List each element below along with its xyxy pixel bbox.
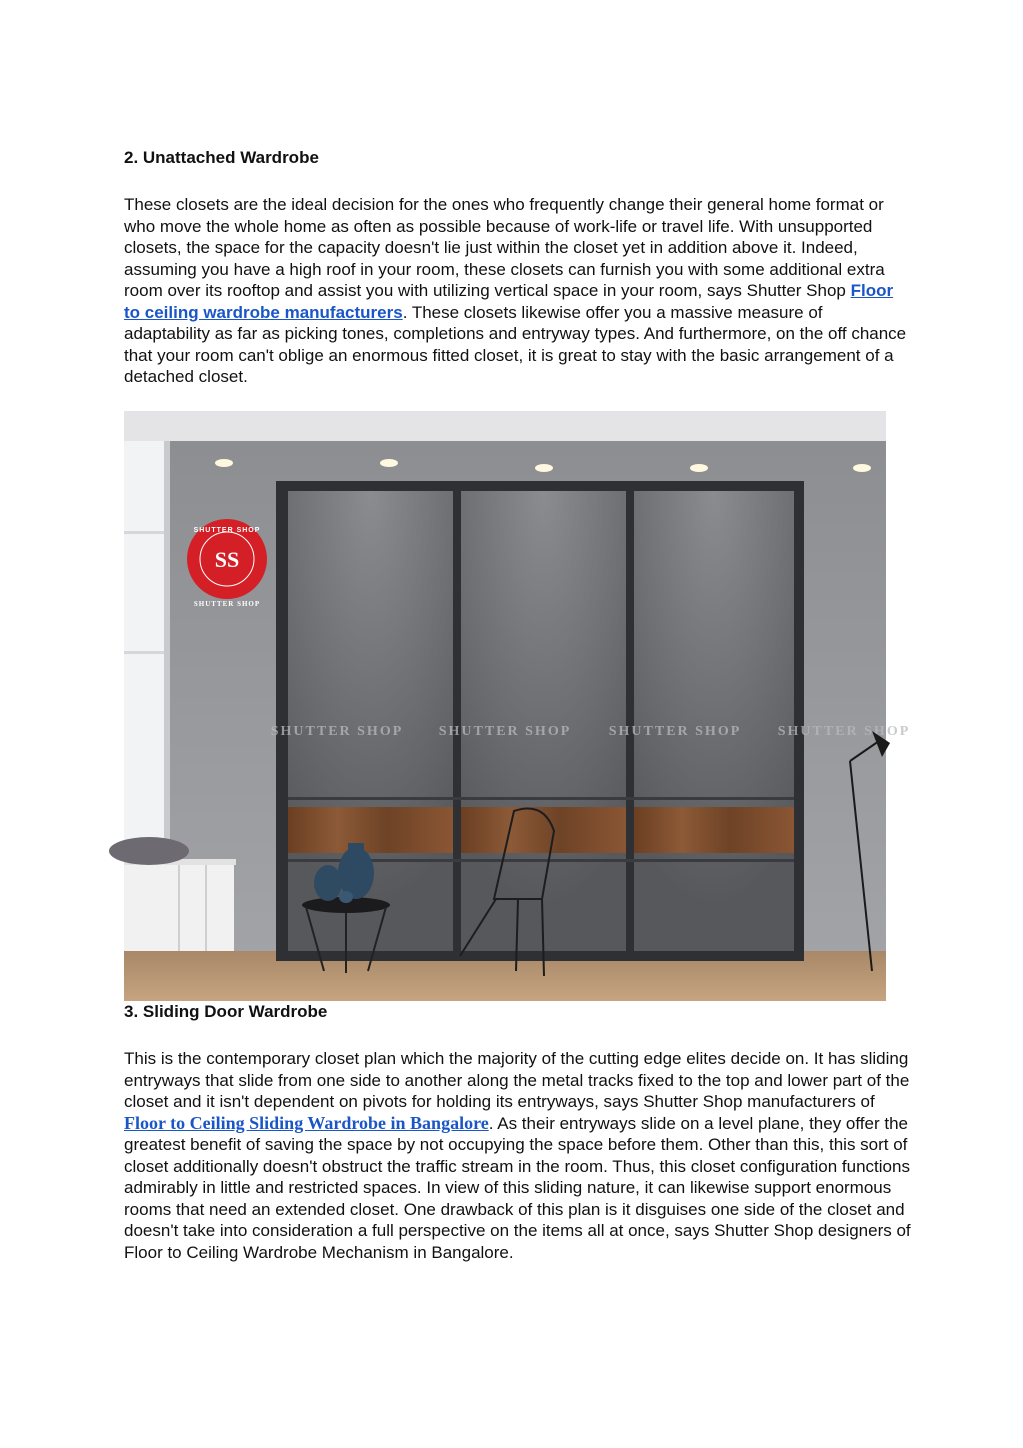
floor-to-ceiling-wardrobe-manufacturers-link[interactable]: Floor to ceiling wardrobe manufacturers bbox=[124, 281, 894, 322]
section-3-text-before: This is the contemporary closet plan which the majority of the cutting edge elites decide on. It has sliding entryways that slide from one side to another along the metal tracks fixed to the top and lower part of the closet and it isn't dependent on pivots for holding its entryways, says Shutter Shop manufacturers of bbox=[124, 1049, 910, 1111]
vase-tall bbox=[338, 847, 374, 899]
wood-strip-left bbox=[288, 807, 453, 853]
ceiling bbox=[124, 411, 886, 441]
section-3-paragraph bbox=[124, 1048, 914, 1263]
wardrobe-photo bbox=[124, 411, 911, 1001]
logo-caption: SHUTTER SHOP bbox=[193, 600, 261, 608]
cushion bbox=[109, 837, 189, 865]
watermark-text: SHUTTER SHOP bbox=[608, 724, 742, 739]
watermark-text: SHUTTER SHOP bbox=[270, 724, 404, 739]
logo-monogram: SS bbox=[214, 547, 240, 572]
section-3-heading: 3. Sliding Door Wardrobe bbox=[124, 1002, 328, 1021]
vase-short bbox=[314, 865, 342, 901]
wardrobe-door-middle bbox=[461, 491, 626, 951]
watermark-text: SHUTTER SHOP bbox=[777, 724, 911, 739]
section-3-text-after: . As their entryways slide on a level plane, they offer the greatest benefit of saving the space by not occupying the space before them. Other than this, this sort of closet additionally doesn't obstruct the traffic stream in the room. Thus, this closet configuration functions admirably in little and restricted spaces. In view of this sliding nature, it can likewise support enormous rooms that need an extended closet. One drawback of this plan is it disguises one side of the closet and doesn't take into consideration a full perspective on the items all at once, says Shutter Shop designers of Floor to Ceiling Wardrobe Mechanism in Bangalore. bbox=[124, 1113, 911, 1262]
wood-strip-right bbox=[634, 807, 794, 853]
section-2-paragraph bbox=[124, 194, 909, 388]
section-2-text-before: These closets are the ideal decision for the ones who frequently change their general home format or who move the whole home as often as possible because of work-life or travel life. With unsupported closets, the space for the capacity doesn't lie just within the closet yet in addition above it. Indeed, assuming you have a high roof in your room, these closets can furnish you with some additional extra room over its rooftop and assist you with utilizing vertical space in your room, says Shutter Shop bbox=[124, 195, 885, 300]
section-2-heading: 2. Unattached Wardrobe bbox=[124, 148, 319, 167]
logo-ring-text: SHUTTER SHOP bbox=[193, 527, 261, 534]
watermark-text: SHUTTER SHOP bbox=[438, 724, 572, 739]
section-2-text-after: . These closets likewise offer you a massive measure of adaptability as far as picking tones, completions and entryway types. And furthermore, on the off chance that your room can't oblige an enormous fitted closet, it is great to stay with the basic arrangement of a detached closet. bbox=[124, 302, 907, 386]
floor-to-ceiling-sliding-wardrobe-bangalore-link[interactable]: Floor to Ceiling Sliding Wardrobe in Bangalore bbox=[124, 1112, 489, 1133]
wardrobe-door-right bbox=[634, 491, 794, 951]
